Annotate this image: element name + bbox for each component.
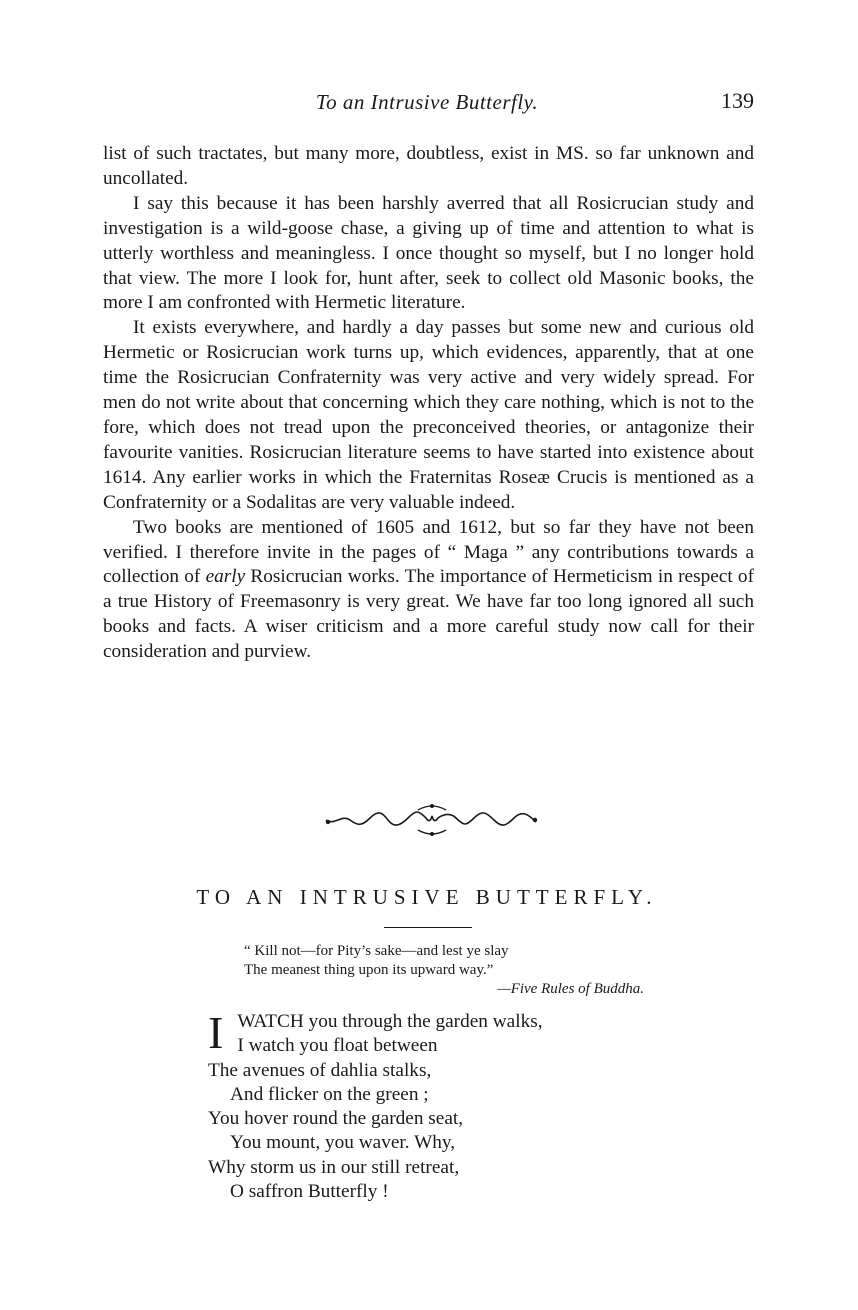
body-text [103, 142, 754, 665]
paragraph: It exists everywhere, and hardly a day passes but some new and curious old Hermetic or Rosicrucian work turns up, which evidences, apparently, that at one time the Rosicrucian Confraternity was very active and very widely spread. For men do not write about that concerning which they care nothing, which is not to the fore, which does not tread upon the preconceived theories, or antagonize their favourite vanities. Rosicrucian literature seems to have started into existence about 1614. Any earlier works in which the Fraternitas Roseæ Crucis is mentioned as a Confraternity or a Sodalitas are very valuable indeed. [103, 317, 754, 513]
epigraph-attribution: —Five Rules of Buddha. [497, 981, 644, 997]
paragraph: I say this because it has been harshly averred that all Rosicrucian study and investigation is a wild-goose chase, a giving up of time and attention to what is utterly worthless and meaningless. I once thought so myself, but I no longer hold that view. The more I look for, hunt after, seek to collect old Masonic books, the more I am confronted with Hermetic literature. [103, 192, 754, 314]
decorative-flourish-ornament [322, 800, 542, 840]
epigraph-line: “ Kill not—for Pity’s sake—and lest ye slay [244, 943, 509, 959]
poem-line: O saffron Butterfly ! [230, 1181, 389, 1203]
poem-line: The avenues of dahlia stalks, [208, 1059, 432, 1081]
paragraph-last [103, 516, 754, 665]
paragraph-continued: list of such tractates, but many more, doubtless, exist in MS. so far unknown and uncollated. [103, 143, 754, 189]
poem-body [208, 1007, 678, 1204]
epigraph [244, 942, 644, 999]
paragraph-text: Two books are mentioned of 1605 and 1612, but so far they have not been verified. I therefore invite in the pages of “ Maga ” any contributions towards a collection of [103, 516, 754, 588]
poem-line: Why storm us in our still retreat, [208, 1156, 460, 1178]
paragraph-text: Rosicrucian works. The importance of Hermeticism in respect of a true History of Freemasonry is very great. We have far too long ignored all such books and facts. A wiser criticism and a more careful study now call for their consideration and purview. [103, 566, 754, 663]
drop-cap: I [208, 1007, 224, 1058]
poem-line: And flicker on the green ; [230, 1083, 429, 1105]
page-number: 139 [721, 88, 754, 113]
poem-line: You mount, you waver. Why, [230, 1132, 456, 1154]
title-rule [384, 927, 472, 928]
running-head [100, 86, 754, 118]
epigraph-line: The meanest thing upon its upward way.” [244, 962, 494, 978]
running-title: To an Intrusive Butterfly. [315, 90, 539, 114]
poem-line: I watch you float between [237, 1035, 438, 1057]
poem-line: You hover round the garden seat, [208, 1108, 464, 1130]
emphasis-text: early [205, 566, 246, 588]
poem-line: WATCH you through the garden walks, [237, 1011, 543, 1032]
poem-title: TO AN INTRUSIVE BUTTERFLY. [196, 885, 658, 909]
